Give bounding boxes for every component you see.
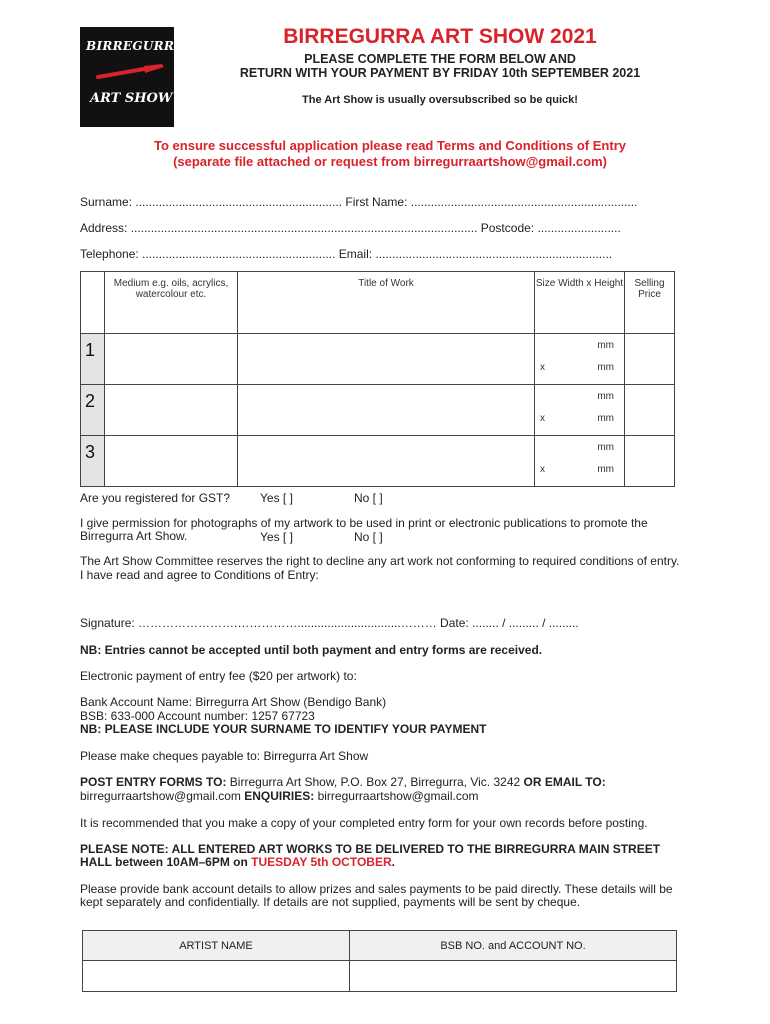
permission-text: I give permission for photographs of my artwork to be used in print or electronic publications to promote the <box>80 516 648 530</box>
signature-date-field[interactable]: Signature: …………………….……………...............................……… Date: ........ / ......... / ......... <box>80 616 579 630</box>
table-row <box>81 436 675 487</box>
title-cell[interactable] <box>238 385 535 436</box>
gst-yes-checkbox[interactable]: Yes [ ] <box>260 491 293 505</box>
title-cell[interactable] <box>238 436 535 487</box>
post-address: Birregurra Art Show, P.O. Box 27, Birregurra, Vic. 3242 <box>226 775 524 789</box>
mm-label: mm <box>597 442 614 453</box>
price-cell[interactable] <box>625 436 675 487</box>
size-cell[interactable] <box>535 385 625 436</box>
bank-account-name: Bank Account Name: Birregurra Art Show (Bendigo Bank) <box>80 695 387 709</box>
mm-label: mm <box>597 391 614 402</box>
payment-intro: Electronic payment of entry fee ($20 per artwork) to: <box>80 669 357 683</box>
enquiries-email-link[interactable]: birregurraartshow@gmail.com <box>314 789 479 803</box>
logo-line2: ART SHOW <box>90 91 173 106</box>
x-label: x <box>540 464 545 475</box>
delivery-time: HALL between 10AM–6PM on <box>80 855 252 869</box>
logo-line1: BIRREGURRA <box>86 39 184 53</box>
committee-text: The Art Show Committee reserves the right to decline any art work not conforming to required conditions of entry. <box>80 554 680 568</box>
medium-cell[interactable] <box>105 334 238 385</box>
table-header-row <box>81 272 675 334</box>
row-number: 3 <box>85 442 96 462</box>
oversubscribed-note: The Art Show is usually oversubscribed so be quick! <box>302 94 578 106</box>
mm-label: mm <box>597 362 614 373</box>
medium-cell[interactable] <box>105 385 238 436</box>
artist-name-header: ARTIST NAME <box>83 931 350 961</box>
artist-name-cell[interactable] <box>83 961 350 992</box>
mm-label: mm <box>597 413 614 424</box>
mm-label: mm <box>597 340 614 351</box>
delivery-note-line1: PLEASE NOTE: ALL ENTERED ART WORKS TO BE DELIVERED TO THE BIRREGURRA MAIN STREET <box>80 842 661 856</box>
header-price: Selling Price <box>625 272 675 334</box>
post-line2 <box>80 790 690 804</box>
cheque-note: Please make cheques payable to: Birregurra Art Show <box>80 749 369 763</box>
surname-field[interactable]: Surname: .............................................................. First Name: .................................................................... <box>80 195 638 209</box>
row-number: 2 <box>85 391 96 411</box>
header-medium: Medium e.g. oils, acrylics, watercolour etc. <box>105 272 238 334</box>
copy-note: It is recommended that you make a copy of your completed entry form for your own records before posting. <box>80 816 648 830</box>
price-cell[interactable] <box>625 385 675 436</box>
x-label: x <box>540 362 545 373</box>
artworks-table <box>80 271 675 487</box>
delivery-note-line2 <box>80 856 690 870</box>
post-line1 <box>80 776 690 790</box>
terms-note-line2: (separate file attached or request from birregurraartshow@gmail.com) <box>173 154 607 169</box>
gst-question: Are you registered for GST? <box>80 491 231 505</box>
size-cell[interactable] <box>535 334 625 385</box>
instruction-line2: RETURN WITH YOUR PAYMENT BY FRIDAY 10th SEPTEMBER 2021 <box>239 66 641 80</box>
or-email-label: OR EMAIL TO: <box>523 775 606 789</box>
email-link[interactable]: birregurraartshow@gmail.com <box>80 789 245 803</box>
bank-table-header <box>83 931 677 961</box>
size-cell[interactable] <box>535 436 625 487</box>
delivery-period: . <box>391 855 395 869</box>
price-cell[interactable] <box>625 334 675 385</box>
table-row <box>81 385 675 436</box>
gst-no-checkbox[interactable]: No [ ] <box>354 491 383 505</box>
table-row <box>81 334 675 385</box>
title-cell[interactable] <box>238 334 535 385</box>
paintbrush-icon <box>96 63 166 81</box>
medium-cell[interactable] <box>105 436 238 487</box>
agree-text: I have read and agree to Conditions of Entry: <box>80 568 319 582</box>
bsb-account-header: BSB NO. and ACCOUNT NO. <box>350 931 677 961</box>
table-row <box>83 961 677 992</box>
telephone-field[interactable]: Telephone: .......................................................... Email: ....................................................................... <box>80 247 613 261</box>
bsb-account-cell[interactable] <box>350 961 677 992</box>
mm-label: mm <box>597 464 614 475</box>
header-size: Size Width x Height <box>535 272 625 334</box>
address-field[interactable]: Address: ........................................................................................................ Postcode: ......................... <box>80 221 621 235</box>
nb-surname: NB: PLEASE INCLUDE YOUR SURNAME TO IDENTIFY YOUR PAYMENT <box>80 722 487 736</box>
permission-yes-checkbox[interactable]: Yes [ ] <box>260 530 293 544</box>
row-number: 1 <box>85 340 96 360</box>
blank-header-cell <box>81 272 105 334</box>
bsb-account-number: BSB: 633-000 Account number: 1257 67723 <box>80 709 315 723</box>
permission-text-2: Birregurra Art Show. <box>80 529 188 543</box>
enquiries-label: ENQUIRIES: <box>244 789 315 803</box>
terms-note-line1: To ensure successful application please read Terms and Conditions of Entry <box>154 138 626 153</box>
permission-no-checkbox[interactable]: No [ ] <box>354 530 383 544</box>
post-label: POST ENTRY FORMS TO: <box>80 775 227 789</box>
x-label: x <box>540 413 545 424</box>
delivery-date: TUESDAY 5th OCTOBER <box>251 855 392 869</box>
bank-details-table <box>82 930 677 992</box>
instruction-line1: PLEASE COMPLETE THE FORM BELOW AND <box>304 52 576 66</box>
bank-note-line2: kept separately and confidentially. If details are not supplied, payments will be sent by cheque. <box>80 895 581 909</box>
header-title: Title of Work <box>238 272 535 334</box>
bank-note-line1: Please provide bank account details to allow prizes and sales payments to be paid directly. These details will be <box>80 882 673 896</box>
nb-entries: NB: Entries cannot be accepted until both payment and entry forms are received. <box>80 643 543 657</box>
logo <box>80 27 184 127</box>
page-title: BIRREGURRA ART SHOW 2021 <box>283 25 597 48</box>
